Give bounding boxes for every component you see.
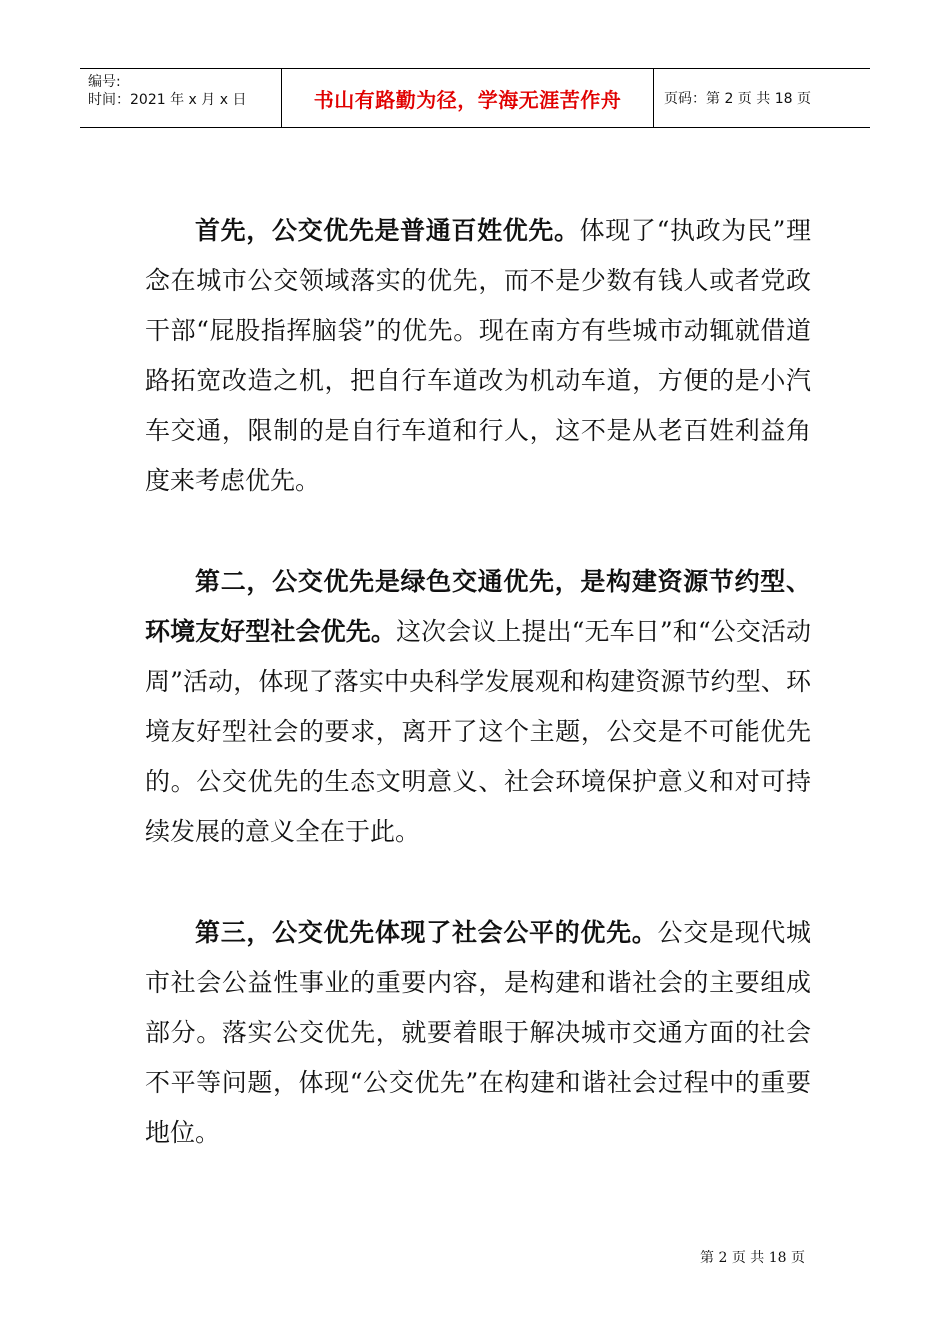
time-label: 时间：2021 年 x 月 x 日: [88, 92, 247, 108]
header-meta: [80, 69, 282, 127]
document-body: [145, 206, 811, 1209]
header-page-info: 页码：第 2 页 共 18 页: [664, 91, 811, 107]
page-footer: 第 2 页 共 18 页: [700, 1250, 805, 1266]
page-header: [80, 68, 870, 128]
paragraph-2-text: 这次会议上提出“无车日”和“公交活动周”活动，体现了落实中央科学发展观和构建资源节约型、环境友好型社会的要求，离开了这个主题，公交是不可能优先的。公交优先的生态文明意义、社会环境保护意义和对可持续发展的意义全在于此。: [145, 617, 811, 846]
paragraph-2: [145, 557, 811, 857]
paragraph-1-text: 体现了“执政为民”理念在城市公交领域落实的优先，而不是少数有钱人或者党政干部“屁股指挥脑袋”的优先。现在南方有些城市动辄就借道路拓宽改造之机，把自行车道改为机动车道，方便的是小汽车交通，限制的是自行车道和行人，这不是从老百姓利益角度来考虑优先。: [145, 216, 811, 495]
paragraph-3-text: 公交是现代城市社会公益性事业的重要内容，是构建和谐社会的主要组成部分。落实公交优先，就要着眼于解决城市交通方面的社会不平等问题，体现“公交优先”在构建和谐社会过程中的重要地位。: [145, 918, 811, 1147]
serial-label: 编号:: [88, 74, 121, 90]
paragraph-1-lead: 首先，公交优先是普通百姓优先。: [195, 216, 580, 245]
header-motto: 书山有路勤为径，学海无涯苦作舟: [282, 69, 654, 127]
paragraph-1: [145, 206, 811, 506]
paragraph-2-lead: 第二，公交优先是绿色交通优先，是构建资源节约型、环境友好型社会优先。: [145, 567, 811, 646]
paragraph-3: [145, 908, 811, 1158]
paragraph-3-lead: 第三，公交优先体现了社会公平的优先。: [195, 918, 658, 947]
